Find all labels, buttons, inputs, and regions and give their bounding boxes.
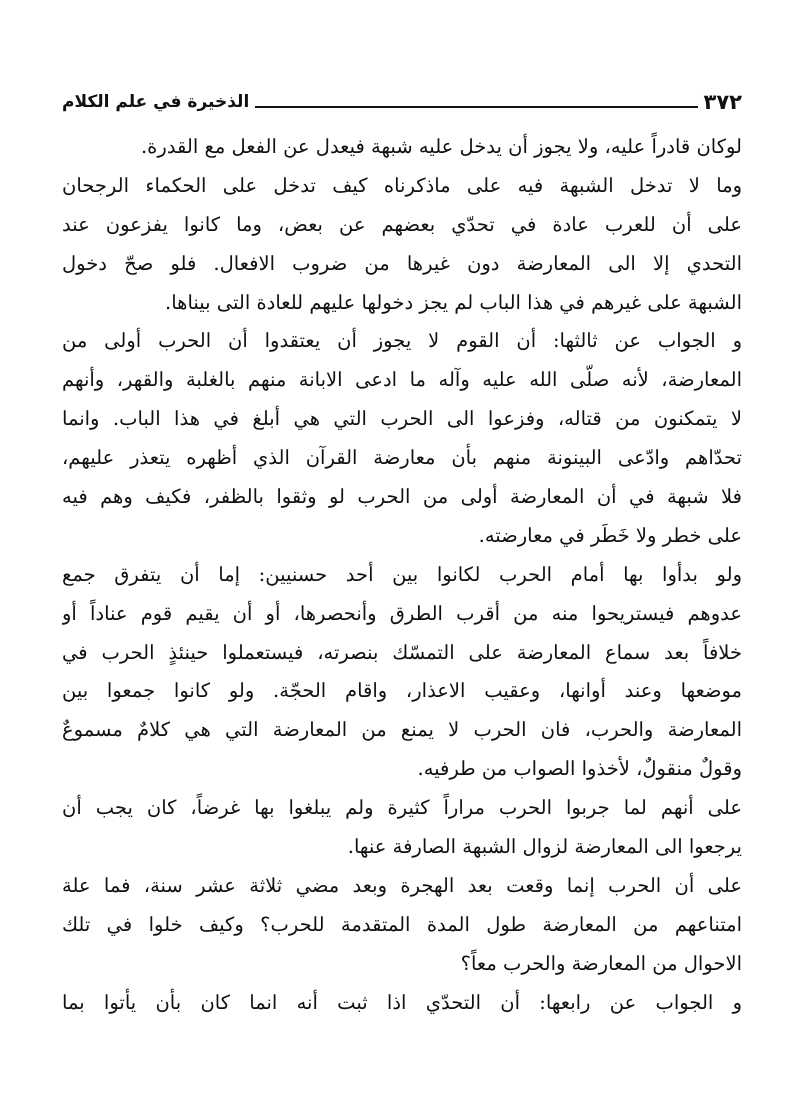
text-line: على أن الحرب إنما وقعت بعد الهجرة وبعد مضي ثلاثة عشر سنة، فما علة	[62, 873, 742, 897]
text-line: على أن للعرب عادة في تحدّي بعضهم عن بعض، وما كانوا يفزعون عند	[62, 212, 742, 236]
text-line: المعارضة والحرب، فان الحرب لا يمنع من المعارضة التي هي كلامٌ مسموعٌ	[62, 718, 742, 742]
text-line: لوكان قادراً عليه، ولا يجوز أن يدخل عليه شبهة فيعدل عن الفعل مع القدرة.	[140, 135, 742, 158]
page-header	[62, 84, 742, 114]
running-title: الذخيرة في علم الكلام	[62, 92, 250, 112]
text-line: امتناعهم من المعارضة طول المدة المتقدمة للحرب؟ وكيف خلوا في تلك	[62, 912, 742, 936]
text-line: الشبهة على غيرهم في هذا الباب لم يجز دخولها عليهم للعادة التى بيناها.	[165, 290, 742, 314]
text-line: خلافاً بعد سماع المعارضة على التمسّك بنصرته، فيستعملوا حينئذٍ الحرب في	[62, 640, 742, 664]
header-rule	[255, 106, 697, 108]
text-line: المعارضة، لأنه صلّى الله عليه وآله ما ادعى الابانة منهم بالغلبة والقهر، وأنهم	[62, 368, 742, 392]
text-line: على أنهم لما جربوا الحرب مراراً كثيرة ولم يبلغوا بها غرضاً، كان يجب أن	[62, 796, 742, 820]
text-line: على خطر ولا خَطَر في معارضته.	[478, 523, 742, 547]
text-line: التحدي إلا الى المعارضة دون غيرها من ضروب الافعال. فلو صحّ دخول	[62, 251, 742, 275]
body-text	[62, 128, 742, 1022]
text-line: عدوهم فيستريحوا منه من أقرب الطرق وأنحصرها، أو أن يقيم قوم عناداً أو	[62, 601, 742, 625]
text-line: و الجواب عن ثالثها: أن القوم لا يجوز أن يعتقدوا أن الحرب أولى من	[62, 329, 742, 353]
text-line: ولو بدأوا بها أمام الحرب لكانوا بين أحد حسنيين: إما أن يتفرق جمع	[62, 562, 742, 586]
text-line: لا يتمكنون من قتاله، وفزعوا الى الحرب التي هي أبلغ في هذا الباب. وانما	[62, 407, 742, 431]
text-line: وقولٌ منقولٌ، لأخذوا الصواب من طرفيه.	[417, 757, 742, 781]
text-line: فلا شبهة في أن المعارضة أولى من الحرب لو وثقوا بالظفر، فكيف وهم فيه	[62, 485, 742, 509]
page-number: ٣٧٢	[703, 90, 742, 114]
text-line: تحدّاهم وادّعى البينونة منهم بأن معارضة القرآن الذي أظهره يتعذر عليهم،	[62, 446, 742, 470]
text-line: الاحوال من المعارضة والحرب معاً؟	[460, 951, 742, 975]
text-line: وما لا تدخل الشبهة فيه على ماذكرناه كيف تدخل على الحكماء الرجحان	[62, 173, 742, 197]
text-line: يرجعوا الى المعارضة لزوال الشبهة الصارفة عنها.	[347, 835, 742, 859]
text-line: موضعها وعند أوانها، وعقيب الاعذار، واقام الحجّة. ولو كانوا جمعوا بين	[62, 679, 742, 703]
text-line: و الجواب عن رابعها: أن التحدّي اذا ثبت أنه انما كان بأن يأتوا بما	[62, 990, 742, 1014]
